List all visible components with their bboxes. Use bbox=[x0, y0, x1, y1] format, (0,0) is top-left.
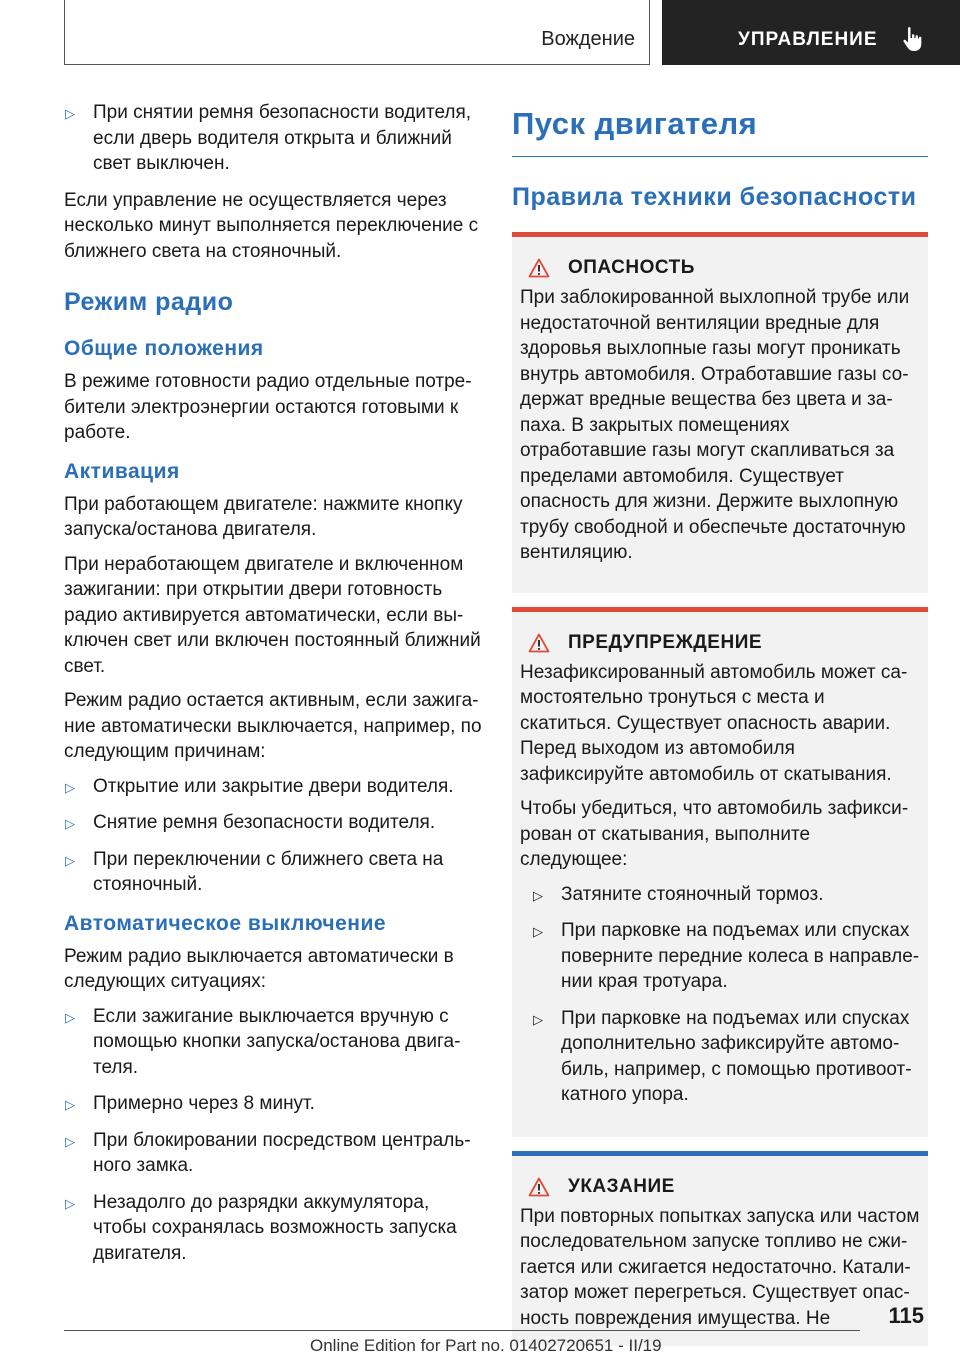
triangle-bullet-icon: ▷ bbox=[65, 852, 75, 868]
danger-label: ОПАСНОСТЬ bbox=[568, 257, 695, 278]
warning-triangle-icon bbox=[528, 633, 550, 653]
paragraph: В режиме готовности радио отдельные потребители электроэнергии остаются готовыми к работе. bbox=[64, 371, 472, 443]
warning-text: Незафиксированный автомобиль может самостоятельно тронуться с места и скатиться. Существует опасность аварии. Перед выходом из автомобиля зафиксируйте автомобиль от скатывания. bbox=[520, 661, 908, 785]
list-item: ▷ При блокировании посредством центрального замка. bbox=[65, 1129, 471, 1176]
list-item: ▷ При парковке на подъемах или спусках дополнительно зафиксируйте автомобиль, например, с помощью противооткатного упора. bbox=[533, 1007, 912, 1105]
list-item: ▷ Открытие или закрытие двери водителя. bbox=[64, 774, 482, 800]
section-heading-radio: Режим радио bbox=[64, 288, 234, 316]
triangle-bullet-icon: ▷ bbox=[65, 1195, 75, 1211]
list-item: ▷ Если зажигание выключается вручную с помощью кнопки запуска/останова двигателя. bbox=[65, 1005, 461, 1078]
notice-box bbox=[512, 1151, 928, 1347]
danger-text: При заблокированной выхлопной трубе или недостаточной вентиляции вредные для здоровья выхлопные газы могут проникать внутрь автомобиля. Отработавшие газы содержат вредные вещества без цвета и запаха. В закрытых помещениях отработавшие газы могут скапливаться за пределами автомобиля. Существует опасность для жизни. Держите выхлопную трубу свободной и обеспечьте достаточную вентиляцию. bbox=[520, 287, 910, 563]
paragraph: При неработающем двигателе и включенном зажигании: при открытии двери готовность радио активируется автоматически, если выключен свет или включен постоянный ближний свет. bbox=[64, 553, 481, 677]
footer-divider bbox=[64, 1330, 860, 1331]
list-item: ▷ Примерно через 8 минут. bbox=[64, 1091, 482, 1117]
hand-pointer-icon bbox=[902, 26, 924, 52]
subheading-general: Общие положения bbox=[64, 337, 264, 360]
right-column bbox=[512, 100, 928, 1356]
list-item: ▷ Снятие ремня безопасности водителя. bbox=[64, 810, 482, 836]
paragraph: При работающем двигателе: нажмите кнопку запуска/останова двигателя. bbox=[64, 493, 463, 540]
header-section-label: Вождение bbox=[541, 28, 635, 50]
header-chapter-tab bbox=[662, 0, 960, 65]
list-item: ▷ При парковке на подъемах или спусках поверните передние колеса в направлении края тротуара. bbox=[533, 920, 920, 992]
paragraph: Режим радио остается активным, если зажигание автоматически выключается, например, по следующим причинам: bbox=[64, 690, 482, 762]
list-item: ▷ При переключении с ближнего света на стояночный. bbox=[65, 848, 444, 895]
triangle-bullet-icon: ▷ bbox=[65, 1009, 75, 1025]
warning-text: Чтобы убедиться, что автомобиль зафиксирован от скатывания, выполните следующее: bbox=[520, 798, 909, 870]
page-title: Пуск двигателя bbox=[512, 106, 928, 157]
left-column bbox=[64, 100, 482, 1277]
page-number: 115 bbox=[888, 1303, 924, 1328]
triangle-bullet-icon: ▷ bbox=[533, 887, 543, 903]
triangle-bullet-icon: ▷ bbox=[65, 779, 75, 795]
notice-label: УКАЗАНИЕ bbox=[568, 1175, 675, 1197]
danger-box bbox=[512, 232, 928, 593]
triangle-bullet-icon: ▷ bbox=[65, 106, 75, 121]
section-heading-safety: Правила техники безопасности bbox=[512, 183, 917, 211]
triangle-bullet-icon: ▷ bbox=[533, 1011, 543, 1027]
list-item: ▷ Незадолго до разрядки аккумулятора, чтобы сохранялась возможность запуска двигателя. bbox=[65, 1191, 457, 1264]
warning-box bbox=[512, 607, 928, 1137]
header-section-tab bbox=[64, 0, 650, 65]
warning-label: ПРЕДУПРЕЖДЕНИЕ bbox=[568, 631, 763, 653]
warning-triangle-icon bbox=[528, 1177, 550, 1197]
list-item: ▷ При снятии ремня безопасности водителя, если дверь водителя открыта и ближний свет выключен. bbox=[65, 102, 472, 174]
triangle-bullet-icon: ▷ bbox=[65, 1097, 75, 1112]
paragraph: Режим радио выключается автоматически в следующих ситуациях: bbox=[64, 945, 454, 992]
subheading-activation: Активация bbox=[64, 459, 180, 483]
footer-edition: Online Edition for Part no. 01402720651 - II/19 bbox=[310, 1336, 662, 1355]
warning-triangle-icon bbox=[528, 258, 550, 278]
triangle-bullet-icon: ▷ bbox=[65, 1133, 75, 1149]
paragraph: Если управление не осуществляется через несколько минут выполняется переключение с ближнего света на стояночный. bbox=[64, 189, 479, 262]
subheading-auto-off: Автоматическое выключение bbox=[64, 911, 387, 935]
header-chapter-label: УПРАВЛЕНИЕ bbox=[738, 29, 878, 50]
triangle-bullet-icon: ▷ bbox=[533, 924, 543, 939]
list-item: ▷ Затяните стояночный тормоз. bbox=[532, 882, 920, 908]
triangle-bullet-icon: ▷ bbox=[65, 816, 75, 831]
notice-text: При повторных попытках запуска или частом последовательном запуске топливо не сжигается или сжигается недостаточно. Катализатор может перегреться. Существует опасность повреждения имущества. Не bbox=[520, 1205, 920, 1329]
